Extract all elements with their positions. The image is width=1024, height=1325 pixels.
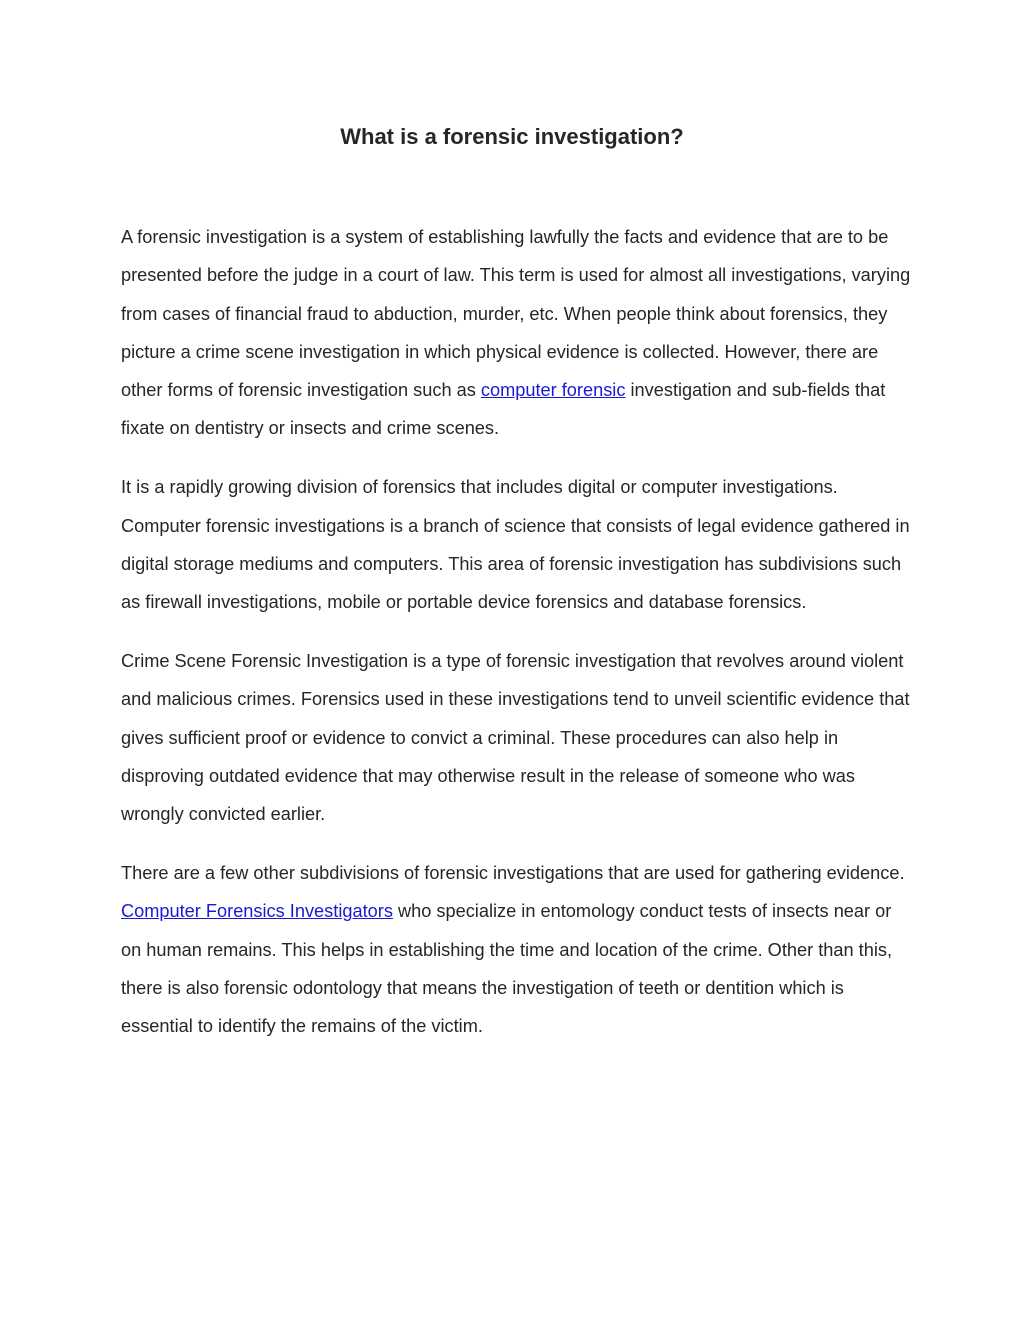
paragraph-1 <box>121 218 911 448</box>
paragraph-1-text-after: investigation and sub-fields that fixate on dentistry or insects and crime scenes. <box>121 380 886 439</box>
page-title: What is a forensic investigation? <box>340 124 684 149</box>
paragraph-1-text-before: A forensic investigation is a system of establishing lawfully the facts and evidence that are to be presented before the judge in a court of law. This term is used for almost all investigations, varying from cases of financial fraud to abduction, murder, etc. When people think about forensics, they picture a crime scene investigation in which physical evidence is collected. However, there are other forms of forensic investigation such as <box>121 227 911 401</box>
computer-forensic-link[interactable]: computer forensic <box>480 380 626 401</box>
paragraph-4 <box>121 854 911 1045</box>
paragraph-4-text-after: who specialize in entomology conduct tests of insects near or on human remains. This helps in establishing the time and location of the crime. Other than this, there is also forensic odontology that means the investigation of teeth or dentition which is essential to identify the remains of the victim. <box>121 901 893 1037</box>
paragraph-4-text-before: There are a few other subdivisions of forensic investigations that are used for gathering evidence. <box>121 862 905 883</box>
computer-forensics-investigators-link[interactable]: Computer Forensics Investigators <box>121 901 393 922</box>
paragraph-2: It is a rapidly growing division of forensics that includes digital or computer investigations. Computer forensic investigations is a branch of science that consists of legal evidence gathered in digital storage mediums and computers. This area of forensic investigation has subdivisions such as firewall investigations, mobile or portable device forensics and database forensics. <box>121 477 910 613</box>
paragraph-3: Crime Scene Forensic Investigation is a type of forensic investigation that revolves around violent and malicious crimes. Forensics used in these investigations tend to unveil scientific evidence that gives sufficient proof or evidence to convict a criminal. These procedures can also help in disproving outdated evidence that may otherwise result in the release of someone who was wrongly convicted earlier. <box>121 650 910 825</box>
document-body <box>121 218 911 1066</box>
